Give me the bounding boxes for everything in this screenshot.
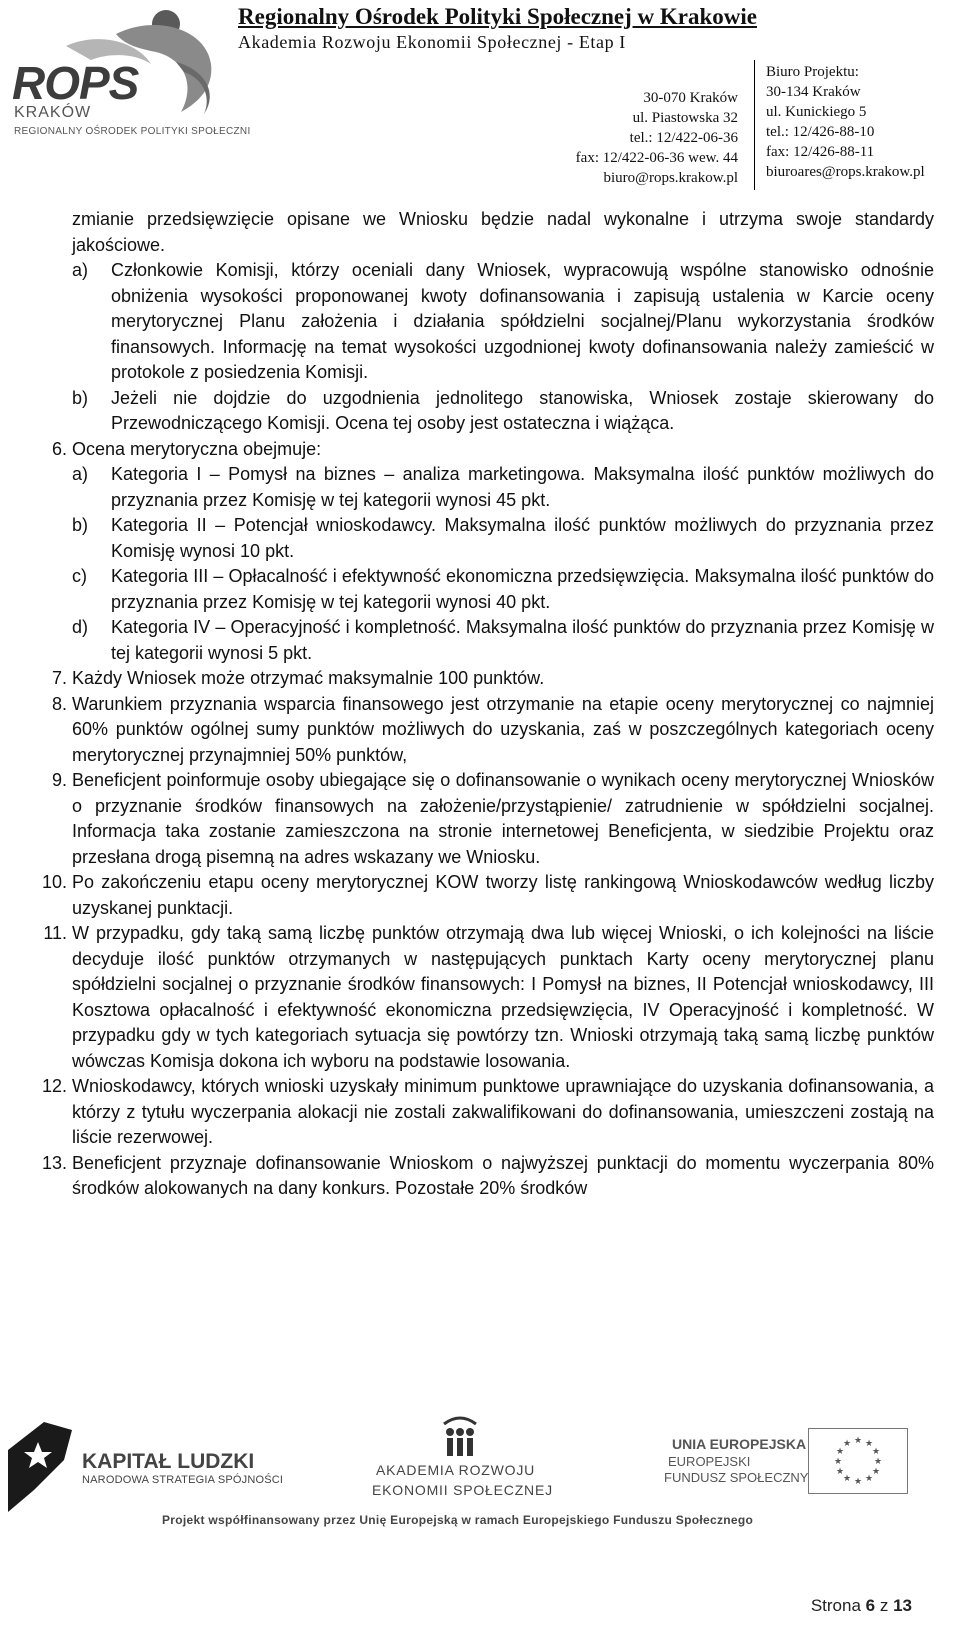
list-number: 7.: [51, 668, 67, 688]
logo-wordmark: ROPS: [12, 57, 139, 109]
svg-text:★: ★: [853, 1436, 863, 1446]
address-line: fax: 12/426-88-11: [766, 144, 875, 160]
address-line: 30-134 Kraków: [766, 84, 861, 100]
list-number: 10.: [41, 872, 67, 892]
page-separator: z: [879, 1596, 889, 1615]
svg-text:★: ★: [835, 1467, 845, 1477]
category-c: [72, 564, 934, 615]
list-number: 8.: [51, 693, 67, 714]
eu-line-1: UNIA EUROPEJSKA: [672, 1436, 807, 1452]
svg-text:★: ★: [833, 1457, 843, 1467]
list-item-8: [51, 692, 934, 769]
category-text: Kategoria I – Pomysł na biznes – analiza marketingowa. Maksymalna ilość punktów możliwych do przyznania przez Komisję w tej kategorii wynosi 45 pkt.: [111, 464, 934, 510]
eu-flag-icon: [808, 1428, 908, 1494]
list-text: Każdy Wniosek może otrzymać maksymalnie 100 punktów.: [72, 668, 545, 688]
category-label: b): [72, 515, 89, 535]
address-line: biuro@rops.krakow.pl: [603, 170, 738, 186]
svg-text:★: ★: [842, 1439, 852, 1449]
rops-logo: [6, 4, 251, 144]
list-number: 13.: [41, 1152, 67, 1173]
category-label: c): [72, 566, 87, 586]
list-text: W przypadku, gdy taką samą liczbę punktów otrzymają dwa lub więcej Wnioski, o ich kolejności na liście decyduje ilość punktów otrzymanych w następujących punktach Karty oceny merytorycznej planu spółdzielni socjalnej o przyznanie środków finansowych: I Pomysł na biznes, II Potencjał wnioskodawcy, III Kosztowa opłacalność i efektywność ekonomiczna przedsięwzięcia, IV Operacyjność i kompletność. W przypadku gdy w tych kategoriach sytuacja się powtórzy tzn. Wnioski otrzymają taką samą liczbę punktów wówczas Komisja dokona ich wyboru na podstawie losowania.: [72, 923, 934, 1071]
sub-item-a: [72, 258, 934, 386]
address-line: ul. Kunickiego 5: [766, 104, 867, 120]
logo-city: KRAKÓW: [14, 104, 92, 121]
address-line: tel.: 12/426-88-10: [766, 124, 875, 140]
list-text: Wnioskodawcy, których wnioski uzyskały minimum punktowe uprawniające do uzyskania dofinansowania, a którzy z tytułu wyczerpania alokacji nie zostali zakwalifikowani do dofinansowania, umieszczeni zostają na liście rezerwowej.: [72, 1076, 934, 1147]
list-text: Ocena merytoryczna obejmuje:: [72, 438, 322, 459]
list-item-11: [43, 921, 934, 1074]
address-line: 30-070 Kraków: [643, 90, 738, 106]
list-item-12: [41, 1074, 934, 1151]
list-item-9: [51, 768, 934, 870]
address-line: biuroares@rops.krakow.pl: [766, 164, 925, 180]
category-label: a): [72, 464, 89, 484]
sub-item-text: Członkowie Komisji, którzy oceniali dany Wniosek, wypracowują wspólne stanowisko odnośnie obniżenia wysokości proponowanej kwoty dofinansowania i zapisują ustalenia w Karcie oceny merytorycznej Planu założenia i działania spółdzielni socjalnej/Planu wykorzystania środków finansowych. Informację na temat wysokości uzgodnionej kwoty dofinansowania należy zamieścić w protokole z posiedzenia Komisji.: [111, 260, 934, 382]
list-number: 12.: [41, 1076, 67, 1096]
list-text: Warunkiem przyznania wsparcia finansowego jest otrzymanie na etapie oceny merytorycznej co najmniej 60% punktów ogólnej sumy punktów możliwych do uzyskania, zaś w poszczególnych kategoriach oceny merytorycznej przynajmniej 50% punktów,: [72, 693, 934, 765]
arnes-line-1: AKADEMIA ROZWOJU: [376, 1462, 536, 1478]
arnes-emblem-icon: [440, 1414, 480, 1458]
category-d: [72, 615, 934, 666]
sub-item-label: b): [72, 387, 89, 408]
category-text: Kategoria III – Opłacalność i efektywność ekonomiczna przedsięwzięcia. Maksymalna ilość punktów do przyznania przez Komisję w tej kategorii wynosi 40 pkt.: [111, 566, 934, 612]
sub-item-b: [72, 386, 934, 437]
list-number: 11.: [43, 923, 67, 943]
kapital-ludzki-icon: [4, 1420, 76, 1512]
list-text: Beneficjent przyznaje dofinansowanie Wnioskom o najwyższej punktacji do momentu wyczerpania 80% środków alokowanych na dany konkurs. Pozostałe 20% środków: [72, 1152, 934, 1198]
list-item-7: [51, 666, 934, 692]
document-body: [41, 207, 934, 1202]
list-item-6: [51, 437, 934, 463]
arnes-line-2: EKONOMII SPOŁECZNEJ: [372, 1482, 553, 1498]
svg-text:★: ★: [864, 1439, 874, 1449]
category-text: Kategoria IV – Operacyjność i kompletność. Maksymalna ilość punktów do przyznania przez Komisję w tej kategorii wynosi 5 pkt.: [111, 617, 934, 663]
page-label: Strona: [810, 1596, 861, 1615]
kapital-ludzki-title: KAPITAŁ LUDZKI: [82, 1450, 255, 1473]
address-line: tel.: 12/422-06-36: [629, 130, 738, 146]
page-total: 13: [893, 1596, 912, 1615]
list-item-10: [41, 870, 934, 921]
list-number: 6.: [51, 438, 67, 459]
category-a: [72, 462, 934, 513]
kapital-ludzki-subtitle: NARODOWA STRATEGIA SPÓJNOŚCI: [82, 1474, 284, 1486]
logo-subtitle: REGIONALNY OŚRODEK POLITYKI SPOŁECZNI: [14, 126, 251, 137]
category-text: Kategoria II – Potencjał wnioskodawcy. Maksymalna ilość punktów możliwych do przyznania przez Komisję wynosi 10 pkt.: [111, 515, 934, 561]
svg-text:★: ★: [835, 1447, 845, 1457]
sub-item-label: a): [72, 260, 89, 280]
page-current: 6: [865, 1596, 876, 1615]
category-b: [72, 513, 934, 564]
category-label: d): [72, 617, 89, 637]
main-office-address: [576, 88, 738, 188]
page-number: [811, 1596, 912, 1616]
address-line: ul. Piastowska 32: [632, 110, 738, 126]
eu-line-3: FUNDUSZ SPOŁECZNY: [664, 1470, 809, 1485]
svg-text:★: ★: [864, 1474, 874, 1484]
address-line: Biuro Projektu:: [766, 64, 859, 80]
project-name: Akademia Rozwoju Ekonomii Społecznej - Etap I: [238, 32, 626, 52]
eu-line-2: EUROPEJSKI: [668, 1454, 751, 1469]
organization-name: Regionalny Ośrodek Polityki Społecznej w Krakowie: [238, 4, 757, 29]
list-text: Po zakończeniu etapu oceny merytorycznej KOW tworzy listę rankingową Wnioskodawców według liczby uzyskanej punktacji.: [72, 872, 934, 918]
cofinancing-note: Projekt współfinansowany przez Unię Europejską w ramach Europejskiego Funduszu Społecznego: [162, 1513, 754, 1527]
intro-paragraph: zmianie przedsięwzięcie opisane we Wniosku będzie nadal wykonalne i utrzyma swoje standardy jakościowe.: [72, 209, 934, 255]
svg-text:★: ★: [873, 1457, 883, 1467]
list-text: Beneficjent poinformuje osoby ubiegające się o dofinansowanie o wynikach oceny merytorycznej Wniosków o przyznanie środków finansowych na założenie/przystąpienie/ zatrudnienie w spółdzielni socjalnej. Informacja taka zostanie zamieszczona na stronie internetowej Beneficjenta, w siedzibie Projektu oraz przesłana drogą pisemną na adres wskazany we Wniosku.: [72, 770, 934, 867]
svg-text:★: ★: [853, 1477, 863, 1487]
svg-text:★: ★: [842, 1474, 852, 1484]
svg-text:★: ★: [871, 1447, 881, 1457]
footer-logos: [0, 1412, 960, 1562]
sub-item-text: Jeżeli nie dojdzie do uzgodnienia jednolitego stanowiska, Wniosek zostaje skierowany do Przewodniczącego Komisji. Ocena tej osoby jest ostateczna i wiążąca.: [111, 387, 934, 433]
header-divider: [754, 60, 755, 190]
project-office-address: [766, 62, 925, 182]
page-header: [0, 0, 960, 200]
address-line: fax: 12/422-06-36 wew. 44: [575, 150, 738, 166]
svg-text:★: ★: [871, 1467, 881, 1477]
list-item-13: [41, 1151, 934, 1202]
list-number: 9.: [51, 770, 67, 790]
